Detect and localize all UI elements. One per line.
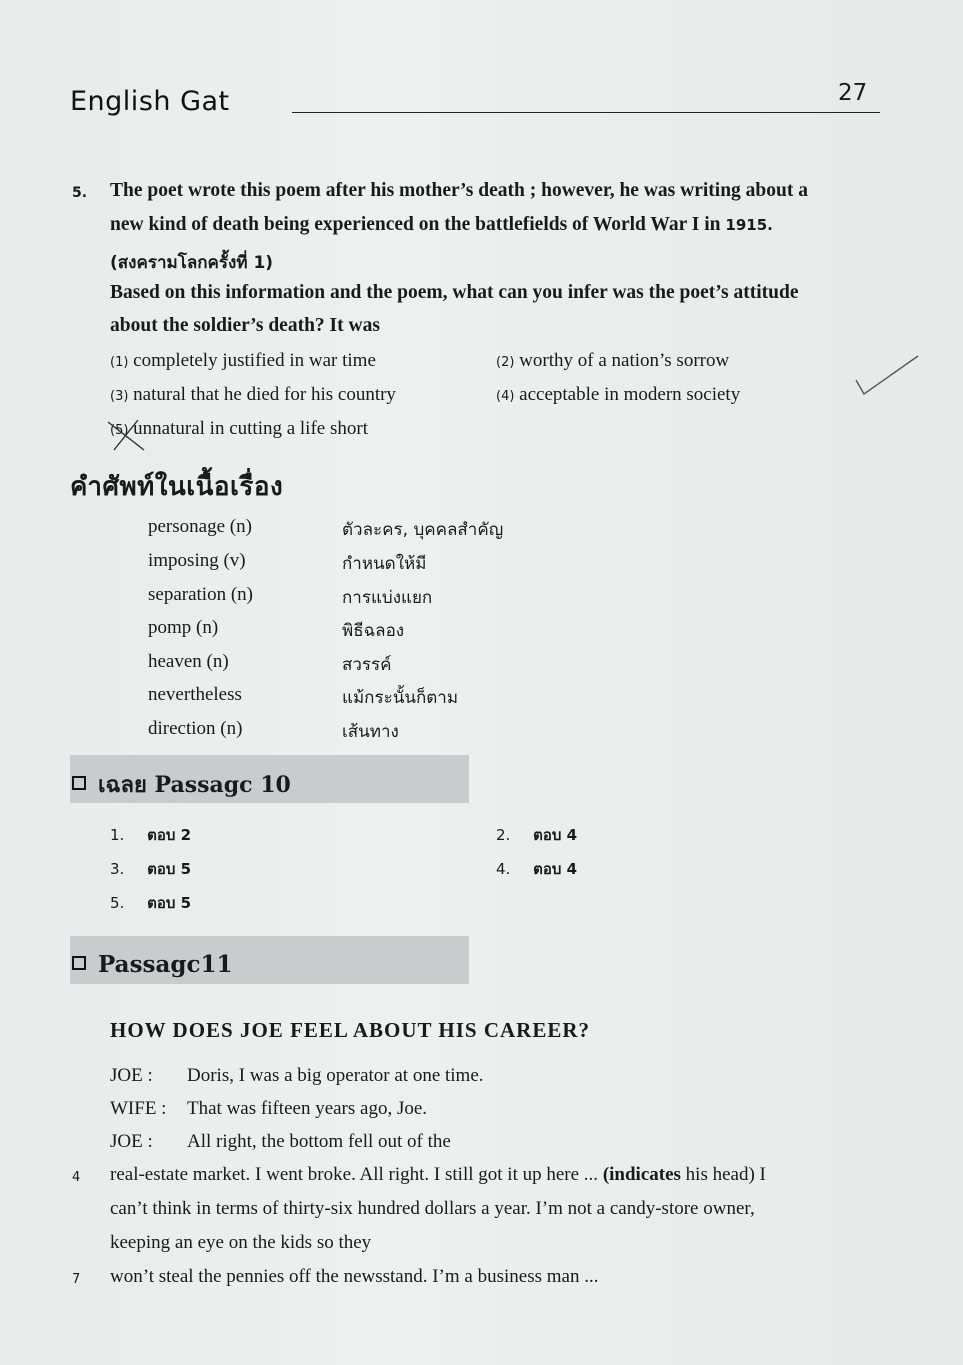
option-4-num: (4) xyxy=(496,389,515,404)
answers-section-title-text: เฉลย Passagc 10 xyxy=(98,772,291,798)
dialog-text-1: Doris, I was a big operator at one time. xyxy=(187,1065,484,1086)
option-5[interactable] xyxy=(110,418,368,440)
answer-1-label: ตอบ 2 xyxy=(147,826,192,844)
header-rule xyxy=(292,112,880,113)
vocab-heading: คำศัพท์ในเนื้อเรื่อง xyxy=(70,472,284,502)
line-number-7: 7 xyxy=(72,1272,81,1287)
vocab-word-1: personage (n) xyxy=(148,516,252,537)
vocab-meaning-4: พิธีฉลอง xyxy=(342,621,405,641)
passage-section-title-text: Passagc11 xyxy=(98,951,233,978)
vocab-meaning-5: สวรรค์ xyxy=(342,655,392,675)
option-2-num: (2) xyxy=(496,355,515,370)
checkbox-square-icon xyxy=(72,776,86,790)
option-5-text: unnatural in cutting a life short xyxy=(133,418,368,439)
answer-2 xyxy=(496,823,577,847)
passage-line-5: can’t think in terms of thirty-six hundred dollars a year. I’m not a candy-store owner, xyxy=(110,1198,755,1219)
question-line-2-text: new kind of death being experienced on the battlefields of World War I in xyxy=(110,214,721,235)
line-number-4: 4 xyxy=(72,1170,81,1185)
passage-line-4-a: real-estate market. I went broke. All right. I still got it up here ... xyxy=(110,1164,599,1185)
option-1-num: (1) xyxy=(110,355,129,370)
handwritten-cross-icon xyxy=(104,416,148,454)
answer-5-label: ตอบ 5 xyxy=(147,894,192,912)
answer-3-num: 3. xyxy=(110,860,125,878)
vocab-meaning-6: แม้กระนั้นก็ตาม xyxy=(342,688,459,708)
answer-5-num: 5. xyxy=(110,894,125,912)
option-3-num: (3) xyxy=(110,389,129,404)
passage-line-4-c: his head) I xyxy=(685,1164,766,1185)
handwritten-check-icon xyxy=(850,352,920,402)
question-line-2 xyxy=(110,214,773,236)
answer-4-label: ตอบ 4 xyxy=(533,860,578,878)
dialog-text-2: That was fifteen years ago, Joe. xyxy=(187,1098,428,1119)
page-number: 27 xyxy=(838,80,868,106)
dialog-speaker-1: JOE : xyxy=(110,1065,153,1086)
passage-caption: HOW DOES JOE FEEL ABOUT HIS CAREER? xyxy=(110,1018,591,1042)
option-1[interactable] xyxy=(110,350,376,372)
checkbox-square-icon xyxy=(72,956,86,970)
vocab-word-6: nevertheless xyxy=(148,684,242,705)
dialog-text-3: All right, the bottom fell out of the xyxy=(187,1131,451,1152)
vocab-word-7: direction (n) xyxy=(148,718,243,739)
option-3[interactable] xyxy=(110,384,396,406)
answer-3-label: ตอบ 5 xyxy=(147,860,192,878)
book-logo: English Gat xyxy=(70,86,230,117)
vocab-word-3: separation (n) xyxy=(148,584,253,605)
vocab-meaning-2: กำหนดให้มี xyxy=(342,554,427,574)
option-5-num: (5) xyxy=(110,423,129,438)
vocab-meaning-3: การแบ่งแยก xyxy=(342,588,433,608)
option-2-text: worthy of a nation’s sorrow xyxy=(519,350,730,371)
vocab-meaning-7: เส้นทาง xyxy=(342,722,399,742)
answer-2-num: 2. xyxy=(496,826,511,844)
passage-line-4-b: (indicates xyxy=(602,1164,681,1185)
answer-1 xyxy=(110,823,191,847)
answer-3 xyxy=(110,857,191,881)
vocab-meaning-1: ตัวละคร, บุคคลสำคัญ xyxy=(342,520,504,540)
vocab-word-2: imposing (v) xyxy=(148,550,246,571)
vocab-word-5: heaven (n) xyxy=(148,651,229,672)
vocab-word-4: pomp (n) xyxy=(148,617,219,638)
passage-section-title xyxy=(72,951,232,978)
passage-line-7: won’t steal the pennies off the newsstand. I’m a business man ... xyxy=(110,1266,599,1287)
answers-section-title xyxy=(72,767,291,802)
passage-line-6: keeping an eye on the kids so they xyxy=(110,1232,372,1253)
question-year: 1915. xyxy=(725,216,773,234)
passage-line-4 xyxy=(110,1164,766,1186)
option-3-text: natural that he died for his country xyxy=(133,384,396,405)
answer-2-label: ตอบ 4 xyxy=(533,826,578,844)
question-line-5: about the soldier’s death? It was xyxy=(110,315,380,336)
question-line-4: Based on this information and the poem, what can you infer was the poet’s attitude xyxy=(110,282,799,303)
option-4[interactable] xyxy=(496,384,740,406)
answer-1-num: 1. xyxy=(110,826,125,844)
question-line-1: The poet wrote this poem after his mother’s death ; however, he was writing about a xyxy=(110,180,808,201)
dialog-speaker-3: JOE : xyxy=(110,1131,153,1152)
question-number: 5. xyxy=(72,185,88,201)
option-2[interactable] xyxy=(496,350,729,372)
question-line-3: (สงครามโลกครั้งที่ 1) xyxy=(110,253,274,273)
answer-4-num: 4. xyxy=(496,860,511,878)
option-1-text: completely justified in war time xyxy=(133,350,376,371)
dialog-speaker-2: WIFE : xyxy=(110,1098,167,1119)
option-4-text: acceptable in modern society xyxy=(519,384,741,405)
answer-4 xyxy=(496,857,577,881)
answer-5 xyxy=(110,891,191,915)
